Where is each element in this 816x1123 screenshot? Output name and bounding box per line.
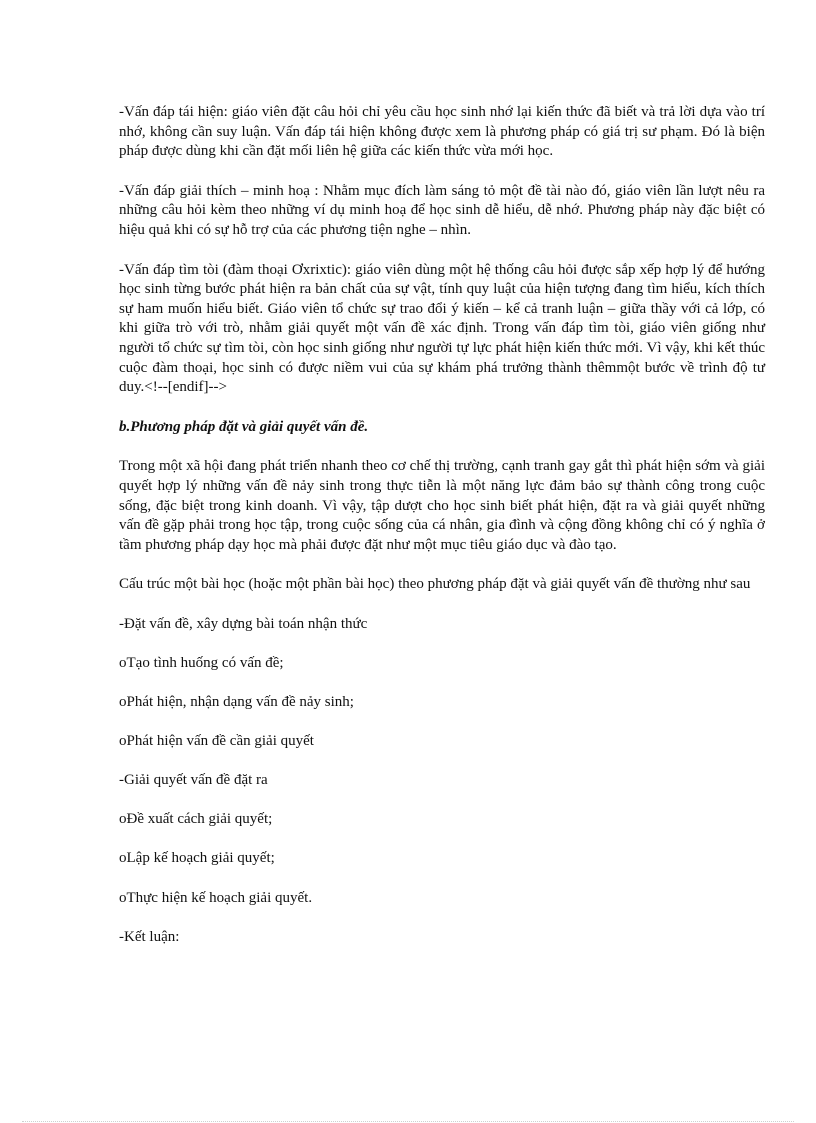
list-subitem: oThực hiện kế hoạch giải quyết.: [119, 889, 313, 906]
paragraph-van-dap-tim-toi: -Vấn đáp tìm tòi (đàm thoại Ơxrixtic): giáo viên dùng một hệ thống câu hỏi được sắp xếp hợp lý để hướng học sinh từng bước phát hiện ra bản chất của sự vật, tính quy luật của hiện tượng đang tìm hiểu, kích thích sự ham muốn hiểu biết. Giáo viên tổ chức sự trao đổi ý kiến – kể cả tranh luận – giữa thầy với cả lớp, có khi giữa trò với trò, nhằm giải quyết một vấn đề xác định. Trong vấn đáp tìm tòi, giáo viên giống như người tổ chức sự tìm tòi, còn học sinh giống như người tự lực phát hiện kiến thức mới. Vì vậy, khi kết thúc cuộc đàm thoại, học sinh có được niềm vui của sự khám phá trưởng thành thêmmột bước về trình độ tư duy.<!--[endif]-->: [119, 261, 765, 396]
paragraph-van-dap-tai-hien: -Vấn đáp tái hiện: giáo viên đặt câu hỏi chỉ yêu cầu học sinh nhớ lại kiến thức đã biết và trả lời dựa vào trí nhớ, không cần suy luận. Vấn đáp tái hiện không được xem là phương pháp có giá trị sư phạm. Đó là biện pháp được dùng khi cần đặt mối liên hệ giữa các kiến thức vừa mới học.: [119, 104, 765, 160]
list-subitem: oTạo tình huống có vấn đề;: [119, 654, 284, 671]
page-bottom-divider: [22, 1121, 794, 1122]
list-subitem: oPhát hiện vấn đề cần giải quyết: [119, 733, 314, 750]
section-heading: b.Phương pháp đặt và giải quyết vấn đề.: [119, 418, 369, 435]
paragraph-van-dap-giai-thich: -Vấn đáp giải thích – minh hoạ : Nhằm mục đích làm sáng tỏ một đề tài nào đó, giáo viên lần lượt nêu ra những câu hỏi kèm theo những ví dụ minh hoạ để học sinh dễ hiểu, dễ nhớ. Phương pháp này đặc biệt có hiệu quả khi có sự hỗ trợ của các phương tiện nghe – nhìn.: [119, 182, 765, 238]
paragraph-intro-problem-solving: Trong một xã hội đang phát triển nhanh theo cơ chế thị trường, cạnh tranh gay gắt thì phát hiện sớm và giải quyết hợp lý những vấn đề nảy sinh trong thực tiễn là một năng lực đảm bảo sự thành công trong cuộc sống, đặc biệt trong kinh doanh. Vì vậy, tập dượt cho học sinh biết phát hiện, đặt ra và giải quyết những vấn đề gặp phải trong học tập, trong cuộc sống của cá nhân, gia đình và cộng đồng không chỉ có ý nghĩa ở tầm phương pháp dạy học mà phải được đặt như một mục tiêu giáo dục và đào tạo.: [119, 458, 765, 553]
paragraph-lesson-structure: Cấu trúc một bài học (hoặc một phần bài học) theo phương pháp đặt và giải quyết vấn đề thường như sau: [119, 576, 751, 593]
list-subitem: oPhát hiện, nhận dạng vấn đề nảy sinh;: [119, 694, 354, 711]
list-item-step-2: -Giải quyết vấn đề đặt ra: [119, 772, 268, 789]
list-subitem: oĐề xuất cách giải quyết;: [119, 811, 273, 828]
list-item-step-1: -Đặt vấn đề, xây dựng bài toán nhận thức: [119, 615, 368, 632]
document-page: [119, 103, 765, 967]
list-item-step-3: -Kết luận:: [119, 928, 180, 945]
list-subitem: oLập kế hoạch giải quyết;: [119, 850, 275, 867]
